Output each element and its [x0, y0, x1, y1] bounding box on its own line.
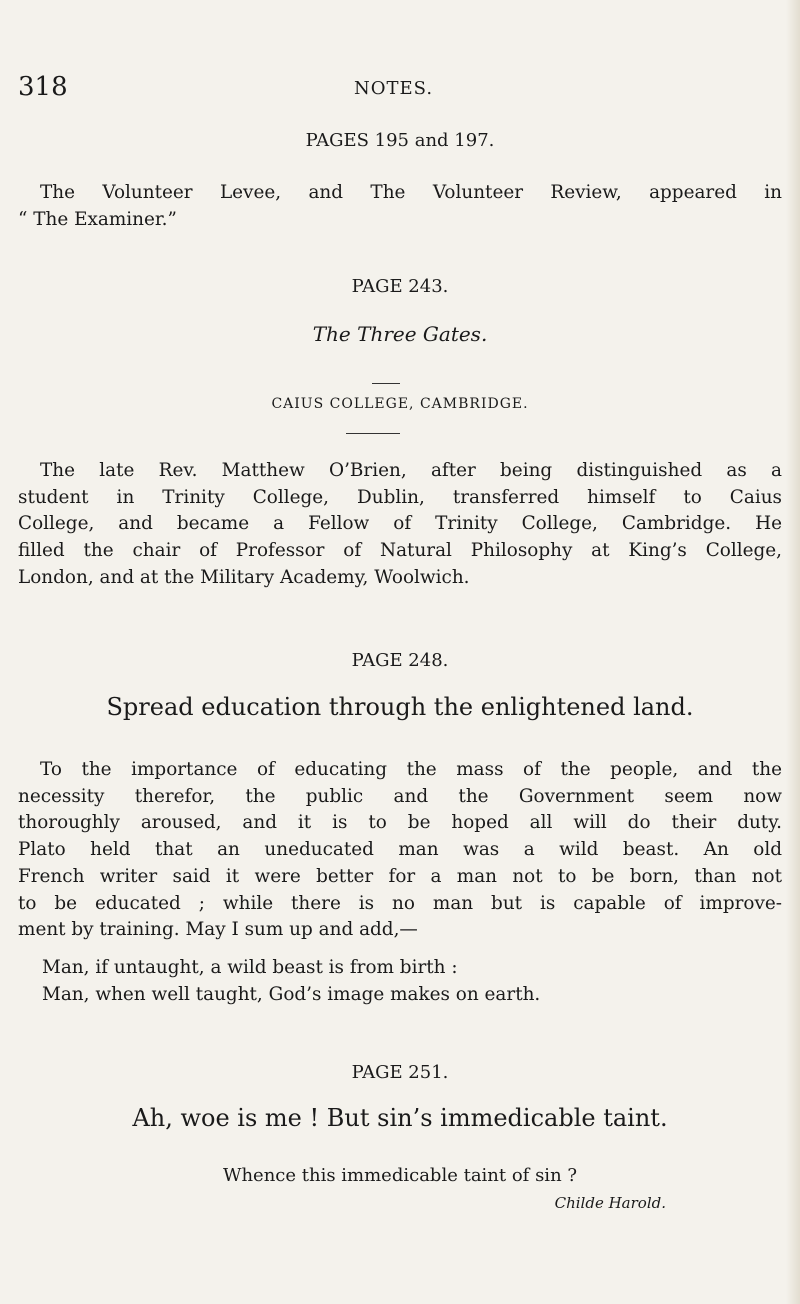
page-number: 318	[18, 72, 68, 102]
divider-rule	[372, 383, 400, 384]
text-line: The late Rev. Matthew O’Brien, after being distinguished as a	[40, 460, 782, 481]
text-line: French writer said it were better for a man not to be born, than not	[18, 865, 782, 887]
note-volunteer-levee	[18, 180, 782, 233]
section-heading-page-248: PAGE 248.	[351, 650, 449, 671]
text-line: to be educated ; while there is no man but is capable of improve-	[18, 892, 782, 914]
poem-title-three-gates: The Three Gates.	[312, 322, 488, 346]
text-line: Plato held that an uneducated man was a wild beast. An old	[18, 839, 782, 861]
running-head	[18, 72, 760, 106]
note-matthew-obrien	[18, 458, 782, 592]
section-heading-page-251: PAGE 251.	[351, 1062, 449, 1083]
section-heading-pages-195-197: PAGES 195 and 197.	[305, 130, 495, 151]
text-line: College, and became a Fellow of Trinity College, Cambridge. He	[18, 513, 782, 535]
quotation-line: Whence this immedicable taint of sin ?	[222, 1165, 578, 1186]
divider-rule	[346, 433, 400, 434]
section-heading-page-243: PAGE 243.	[351, 276, 449, 297]
verse-line: Man, when well taught, God’s image makes on earth.	[42, 983, 541, 1005]
poem-subtitle-caius: CAIUS COLLEGE, CAMBRIDGE.	[271, 396, 529, 412]
couplet	[42, 955, 742, 1008]
text-line: filled the chair of Professor of Natural Philosophy at King’s College,	[18, 540, 782, 562]
text-line: “ The Examiner.”	[18, 208, 177, 230]
text-line: student in Trinity College, Dublin, transferred himself to Caius	[18, 486, 782, 508]
note-education	[18, 757, 782, 944]
poem-title-spread-education: Spread education through the enlightened land.	[106, 693, 694, 721]
poem-title-ah-woe: Ah, woe is me ! But sin’s immedicable taint.	[132, 1104, 668, 1132]
text-line: The Volunteer Levee, and The Volunteer Review, appeared in	[40, 182, 782, 203]
text-line: ment by training. May I sum up and add,—	[18, 919, 418, 941]
quotation-attribution: Childe Harold.	[554, 1194, 666, 1212]
text-line: To the importance of educating the mass of the people, and the	[40, 759, 782, 780]
verse-line: Man, if untaught, a wild beast is from birth :	[42, 957, 458, 978]
running-title: NOTES.	[354, 78, 434, 99]
text-line: thoroughly aroused, and it is to be hoped all will do their duty.	[18, 812, 782, 834]
text-line: London, and at the Military Academy, Woolwich.	[18, 566, 470, 588]
text-line: necessity therefor, the public and the Government seem now	[18, 785, 782, 807]
